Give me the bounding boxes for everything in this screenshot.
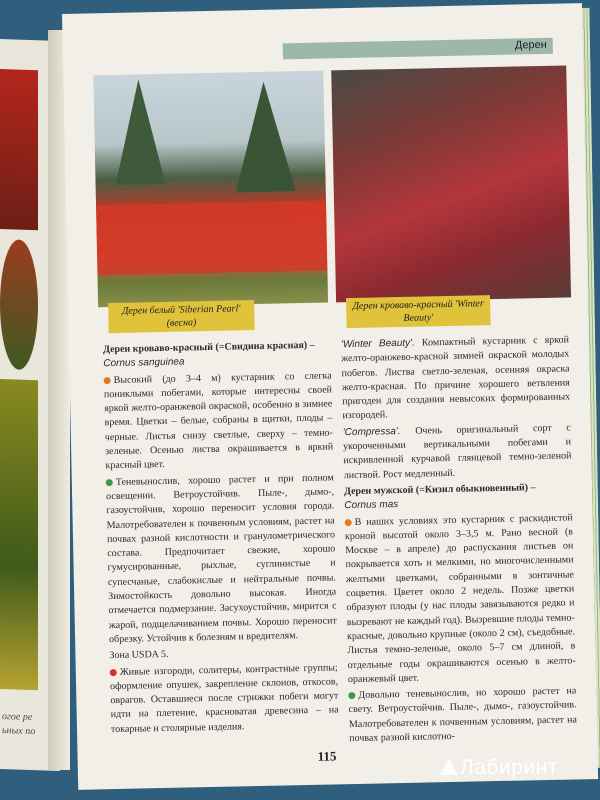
watermark-logo (440, 756, 558, 780)
labirint-logo-icon (440, 759, 458, 775)
book-page (62, 3, 598, 790)
running-header (283, 38, 553, 60)
left-page-photo (0, 379, 38, 690)
photo-caption: Дерен кроваво-красный 'Winter Beauty' (346, 295, 491, 328)
left-page-photo (0, 239, 38, 370)
left-page-photo (0, 69, 38, 230)
conditions-paragraph: Теневынослив, хорошо растет и при полном освещении. Ветроустойчив. Пыле-, дымо-, газоустойчив, хорошо переносит условия города. Малотребователен к почвенным условиям, растет на почвах разной кислотности и гранулометрического состава. Предпочитает свежие, хорошо гумусированные, рыхлые, суглинистые и супесчаные, слабокислые и нейтральные почвы. Зимостойкость довольно высокая. Иногда отмечается подмерзание. Засухоустойчив, мирится с жарой, подщелачиванием почвы. Хорошо переносит обрезку. Устойчив к болезням и вредителям. (106, 472, 337, 646)
text-column-right (341, 333, 578, 748)
species-heading: Дерен кроваво-красный (=Свидина красная) – (102, 339, 315, 356)
usage-bullet-icon (110, 669, 117, 676)
section-title: Дерен (514, 38, 547, 52)
cultivar-description: Очень оригинальный сорт с укороченными вертикальными побегами и искривленной курчавой глянцевой темно-зеленой листвой. Рост медленный. (343, 422, 572, 481)
conditions-paragraph: Довольно теневынослив, но хорошо растет на свету. Ветроустойчив. Пыле-, дымо-, газоустойчив. Малотребователен к почвенным условиям, растет на почвах разной кислотно- (348, 685, 578, 745)
tree-illustration (93, 71, 328, 308)
cultivar-description: Компактный кустарник с яркой желто-оранжево-красной зимней окраской молодых побегов. Листва светло-зеленая, осенняя окраска желто-красная. По причине хорошего ветвления пригоден для создания невысоких формированных изгородей. (341, 334, 571, 422)
description-bullet-icon (104, 377, 111, 384)
photo-siberian-pearl (93, 71, 328, 308)
photo-caption: Дерен белый 'Siberian Pearl' (весна) (108, 300, 255, 333)
latin-name: Cornus sanguinea (103, 356, 185, 370)
text-column-left (103, 338, 339, 739)
conditions-bullet-icon (348, 692, 355, 699)
conditions-bullet-icon (106, 479, 113, 486)
page-number: 115 (317, 748, 337, 764)
description-paragraph: Высокий (до 3–4 м) кустарник со слегка пониклыми побегами, которые интересны своей яркой желто-оранжевой окраской, особенно в зимнее время. Цветки – белые, собраны в щитки, плоды – черные. Листья снизу светлые, сверху – темно-зеленые. Осенью листва окрашивается в яркий красный цвет. (103, 370, 334, 472)
cultivar-name: 'Winter Beauty'. (340, 337, 415, 351)
cultivar-name: 'Compressa'. (342, 425, 401, 438)
left-page-text-fragment: огое ре (2, 711, 33, 724)
photo-winter-beauty (331, 65, 571, 302)
hardiness-zone: Зона USDA 5. (109, 649, 169, 662)
latin-name: Cornus mas (344, 499, 399, 512)
usage-paragraph: Живые изгороди, солитеры, контрастные группы; оформление опушек, закрепление склонов, откосов, оврагов. Оставшиеся после стрижки побеги могут идти на плетение, красноватая древесина – на токарные и столярные изделия. (109, 661, 339, 735)
description-bullet-icon (345, 519, 352, 526)
watermark-text: Лабиринт (460, 756, 558, 779)
left-page-text-fragment: ьных по (2, 725, 36, 738)
species-heading: Дерен мужской (=Кизил обыкновенный) – (343, 482, 536, 498)
description-paragraph: В наших условиях это кустарник с раскидистой кроной высотой около 3–3,5 м. Рано весной (в Москве – в апреле) до распускания листьев он покрывается хоть и мелкими, но многочисленными желтыми цветками, собранными в зонтичные соцветия. Цветет около 2 недель. Позже цветки образуют плоды (у нас плоды завязываются редко и вызревают не каждый год). Вызревшие плоды темно-красные, довольно крупные (около 2 см), съедобные. Листья темно-зеленые, около 5–7 см длиной, в отдельные годы окрашиваются осенью в желто-оранжевый цвет. (344, 511, 576, 685)
